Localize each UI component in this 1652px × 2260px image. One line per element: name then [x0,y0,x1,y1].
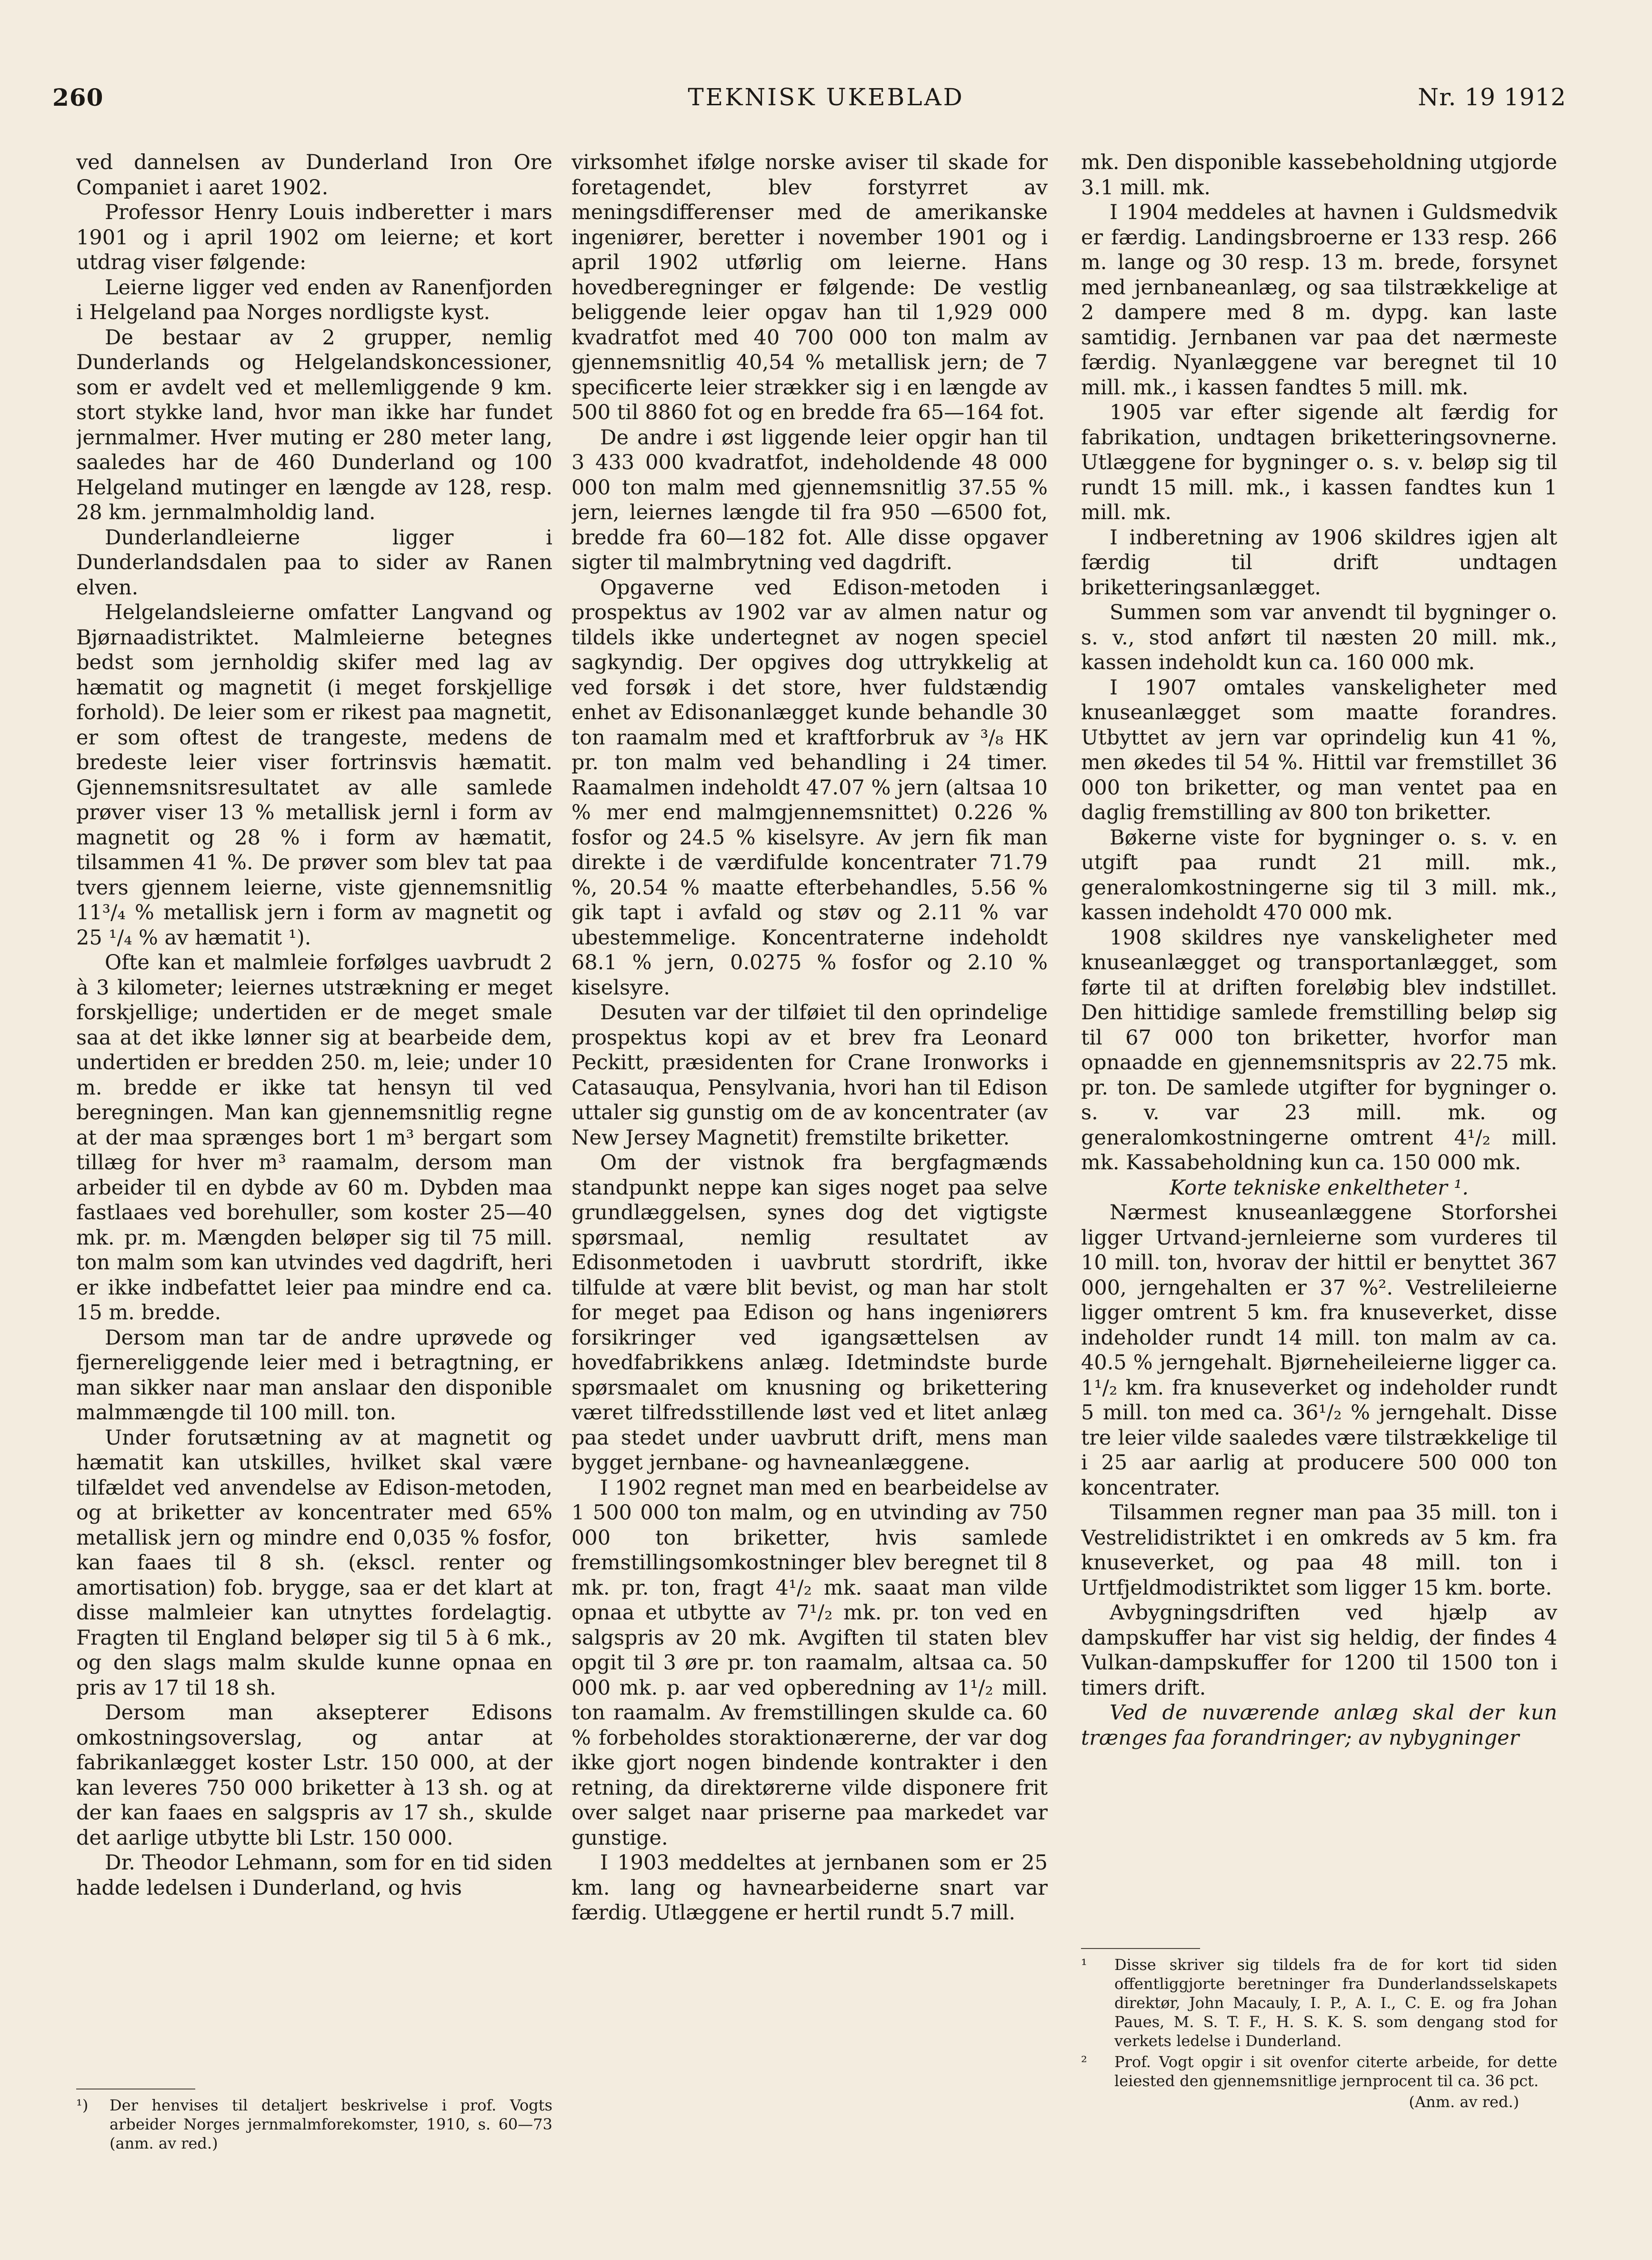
paragraph: I 1902 regnet man med en bearbeidelse av 1 500 000 ton malm, og en utvinding av 750 000 ton briketter, hvis samlede fremstillingsomkostninger blev beregnet til 8 mk. pr. ton, fragt 4¹/₂ mk. saaat man vilde opnaa et utbytte av 7¹/₂ mk. pr. ton ved en salgspris av 20 mk. Avgiften til staten blev opgit til 3 øre pr. ton raamalm, altsaa ca. 50 000 mk. p. aar ved opberedning av 1¹/₂ mill. ton raamalm. Av fremstillingen skulde ca. 60 % forbeholdes storaktionærerne, der var dog ikke gjort nogen bindende kontrakter i den retning, da direktørerne vilde disponere frit over salget naar priserne paa markedet var gunstige. [571,1476,1048,1850]
column-3-section-body [1081,1200,1557,1750]
paragraph: Dersom man tar de andre uprøvede og fjernereliggende leier med i betragtning, er man sikker naar man anslaar den disponible malmmængde til 100 mill. ton. [76,1326,552,1425]
footnote-text: Disse skriver sig tildels fra de for kort tid siden offentliggjorte beretninger fra Dunderlandsselskapets direktør, John Macauly, I. P., A. I., C. E. og fra Johan Paues, M. S. T. F., H. S. K. S. som dengang stod for verkets ledelse i Dunderland. [1114,1956,1557,2050]
paragraph: Dersom man aksepterer Edisons omkostningsoverslag, og antar at fabrikanlægget koster Lstr. 150 000, at der kan leveres 750 000 briketter à 13 sh. og at der kan faaes en salgspris av 17 sh., skulde det aarlige utbytte bli Lstr. 150 000. [76,1701,552,1850]
paragraph: mk. Den disponible kassebeholdning utgjorde 3.1 mill. mk. [1081,151,1557,200]
column-2 [571,150,1048,2141]
footnote [76,2096,552,2153]
column-3 [1081,150,1557,1950]
paragraph: Under forutsætning av at magnetit og hæmatit kan utskilles, hvilket skal være tilfældet ved anvendelse av Edison-metoden, og at briketter av koncentrater med 65% metallisk jern og mindre end 0,035 % fosfor, kan faaes til 8 sh. (ekscl. renter og amortisation) fob. brygge, saa er det klart at disse malmleier kan utnyttes fordelagtig. Fragten til England beløper sig til 5 à 6 mk., og den slags malm skulde kunne opnaa en pris av 17 til 18 sh. [76,1426,552,1700]
paragraph: Summen som var anvendt til bygninger o. s. v., stod anført til næsten 20 mill. mk., kassen indeholdt kun ca. 160 000 mk. [1081,601,1557,674]
paragraph: Desuten var der tilføiet til den oprindelige prospektus kopi av et brev fra Leonard Peckitt, præsidenten for Crane Ironworks i Catasauqua, Pensylvania, hvori han til Edison uttaler sig gunstig om de av koncentrater (av New Jersey Magnetit) fremstilte briketter. [571,1001,1048,1150]
paragraph: Opgaverne ved Edison-metoden i prospektus av 1902 var av almen natur og tildels ikke undertegnet av nogen speciel sagkyndig. Der opgives dog uttrykkelig at ved forsøk i det store, hver fuldstændig enhet av Edisonanlægget kunde behandle 30 ton raamalm med et kraftforbruk av ³/₈ HK pr. ton malm ved behandling i 24 timer. Raamalmen indeholdt 47.07 % jern (altsaa 10 % mer end malmgjennemsnittet) 0.226 % fosfor og 24.5 % kiselsyre. Av jern fik man direkte i de værdifulde koncentrater 71.79 %, 20.54 % maatte efterbehandles, 5.56 % gik tapt i avfald og støv og 2.11 % var ubestemmelige. Koncentraterne indeholdt 68.1 % jern, 0.0275 % fosfor og 2.10 % kiselsyre. [571,575,1048,1000]
paragraph: Bøkerne viste for bygninger o. s. v. en utgift paa rundt 21 mill. mk., generalomkostningerne sig til 3 mill. mk., kassen indeholdt 470 000 mk. [1081,825,1557,924]
paragraph: Ved de nuværende anlæg skal der kun trænges faa forandringer; av nybygninger [1081,1701,1557,1750]
paragraph: De bestaar av 2 grupper, nemlig Dunderlands og Helgelandskoncessioner, som er avdelt ved et mellemliggende 9 km. stort stykke land, hvor man ikke har fundet jernmalmer. Hver muting er 280 meter lang, saaledes har de 460 Dunderland og 100 Helgeland mutinger en længde av 128, resp. 28 km. jernmalmholdig land. [76,325,552,524]
footnote-divider-right [1081,1948,1200,1949]
page-number: 260 [52,83,104,111]
paragraph: Dunderlandleierne ligger i Dunderlandsdalen paa to sider av Ranen elven. [76,525,552,600]
footnote-marker: ² [1081,2053,1087,2071]
paragraph: Avbygningsdriften ved hjælp av dampskuffer har vist sig heldig, der findes 4 Vulkan-dampskuffer for 1200 til 1500 ton i timers drift. [1081,1601,1557,1700]
paragraph: Tilsammen regner man paa 35 mill. ton i Vestrelidistriktet i en omkreds av 5 km. fra knuseverket, og paa 48 mill. ton i Urtfjeldmodistriktet som ligger 15 km. borte. [1081,1501,1557,1600]
paragraph: Helgelandsleierne omfatter Langvand og Bjørnaadistriktet. Malmleierne betegnes bedst som jernholdig skifer med lag av hæmatit og magnetit (i meget forskjellige forhold). De leier som er rikest paa magnetit, er som oftest de trangeste, medens de bredeste leier viser fortrinsvis hæmatit. Gjennemsnitsresultatet av alle samlede prøver viser 13 % metallisk jernl i form av magnetit og 28 % i form av hæmatit, tilsammen 41 %. De prøver som blev tat paa tvers gjennem leierne, viste gjennemsnitlig 11³/₄ % metallisk jern i form av magnetit og 25 ¹/₄ % av hæmatit ¹). [76,601,552,950]
column-3-body [1081,150,1557,1175]
paragraph: Leierne ligger ved enden av Ranenfjorden i Helgeland paa Norges nordligste kyst. [76,275,552,324]
footnote [1081,1955,1557,2050]
paragraph: I 1903 meddeltes at jernbanen som er 25 km. lang og havnearbeiderne snart var færdig. Utlæggene er hertil rundt 5.7 mill. [571,1851,1048,1925]
footnotes-right [1081,1955,1557,2111]
paragraph: virksomhet ifølge norske aviser til skade for foretagendet, blev forstyrret av meningsdifferenser med de amerikanske ingeniører, beretter i november 1901 og i april 1902 utførlig om leierne. Hans hovedberegninger er følgende: De vestlig beliggende leier opgav han til 1,929 000 kvadratfot med 40 700 000 ton malm av gjennemsnitlig 40,54 % metallisk jern; de 7 specificerte leier strækker sig i en længde av 500 til 8860 fot og en bredde fra 65—164 fot. [571,151,1048,424]
paragraph: ved dannelsen av Dunderland Iron Ore Companiet i aaret 1902. [76,151,552,200]
editor-note: (Anm. av red.) [1409,2093,1519,2111]
paragraph: De andre i øst liggende leier opgir han til 3 433 000 kvadratfot, indeholdende 48 000 000 ton malm med gjennemsnitlig 37.55 % jern, leiernes længde til fra 950 —6500 fot, bredde fra 60—182 fot. Alle disse opgaver sigter til malmbrytning ved dagdrift. [571,425,1048,574]
footnote-text: Prof. Vogt opgir i sit ovenfor citerte arbeide, for dette leiested den gjennemsnitlige jernprocent til ca. 36 pct. [1114,2053,1557,2090]
footnote-text: Der henvises til detaljert beskrivelse i prof. Vogts arbeider Norges jernmalmforekomster, 1910, s. 60—73 (anm. av red.) [110,2096,552,2152]
column-1 [76,150,552,2122]
paragraph: I 1904 meddeles at havnen i Guldsmedvik er færdig. Landingsbroerne er 133 resp. 266 m. lange og 30 resp. 13 m. brede, forsynet med jernbaneanlæg, og saa tilstrækkelige at 2 dampere med 8 m. dypg. kan laste samtidig. Jernbanen var paa det nærmeste færdig. Nyanlæggene var beregnet til 10 mill. mk., i kassen fandtes 5 mill. mk. [1081,201,1557,400]
paragraph: Ofte kan et malmleie forfølges uavbrudt 2 à 3 kilometer; leiernes utstrækning er meget forskjellige; undertiden er de meget smale saa at det ikke lønner sig at bearbeide dem, undertiden er bredden 250. m, leie; under 10 m. bredde er ikke tat hensyn til ved beregningen. Man kan gjennemsnitlig regne at der maa sprænges bort 1 m³ bergart som tillæg for hver m³ raamalm, dersom man arbeider til en dybde av 60 m. Dybden maa fastlaaes ved borehuller, som koster 25—40 mk. pr. m. Mængden beløper sig til 75 mill. ton malm som kan utvindes ved dagdrift, heri er ikke indbefattet leier paa mindre end ca. 15 m. bredde. [76,951,552,1325]
paragraph: Professor Henry Louis indberetter i mars 1901 og i april 1902 om leierne; et kort utdrag viser følgende: [76,201,552,274]
footnote-marker: ¹ [1081,1956,1087,1974]
footnotes-left [76,2096,552,2155]
paragraph: I indberetning av 1906 skildres igjen alt færdig til drift undtagen briketteringsanlægget. [1081,525,1557,600]
footnote [1081,2052,1557,2090]
paragraph: 1908 skildres nye vanskeligheter med knuseanlægget og transportanlægget, som førte til at driften foreløbig blev indstillet. Den hittidige samlede fremstilling beløp sig til 67 000 ton briketter, hvorfor man opnaadde en gjennemsnitspris av 22.75 mk. pr. ton. De samlede utgifter for bygninger o. s. v. var 23 mill. mk. og generalomkostningerne omtrent 4¹/₂ mill. mk. Kassabeholdning kun ca. 150 000 mk. [1081,925,1557,1175]
paragraph: 1905 var efter sigende alt færdig for fabrikation, undtagen briketteringsovnerne. Utlæggene for bygninger o. s. v. beløp sig til rundt 15 mill. mk., i kassen fandtes kun 1 mill. mk. [1081,401,1557,524]
footnote-marker: ¹) [76,2096,89,2114]
issue-label: Nr. 19 1912 [1418,83,1566,111]
paragraph: I 1907 omtales vanskeligheter med knuseanlægget som maatte forandres. Utbyttet av jern var oprindelig kun 41 %, men økedes til 54 %. Hittil var fremstillet 36 000 ton briketter, og man ventet paa en daglig fremstilling av 800 ton briketter. [1081,675,1557,824]
paragraph: Om der vistnok fra bergfagmænds standpunkt neppe kan siges noget paa selve grundlæggelsen, synes dog det vigtigste spørsmaal, nemlig resultatet av Edisonmetoden i uavbrutt stordrift, ikke tilfulde at være blit bevist, og man har stolt for meget paa Edison og hans ingeniørers forsikringer ved igangsættelsen av hovedfabrikkens anlæg. Idetmindste burde spørsmaalet om knusning og brikettering været tilfredsstillende løst ved et litet anlæg paa stedet under uavbrutt drift, mens man bygget jernbane- og havneanlæggene. [571,1151,1048,1475]
section-heading: Korte tekniske enkeltheter ¹. [1170,1175,1469,1200]
paragraph: Dr. Theodor Lehmann, som for en tid siden hadde ledelsen i Dunderland, og hvis [76,1851,552,1900]
publication-title: TEKNISK UKEBLAD [688,83,964,111]
paragraph: Nærmest knuseanlæggene Storforshei ligger Urtvand-jernleierne som vurderes til 10 mill. ton, hvorav der hittil er benyttet 367 000, jerngehalten er 37 %². Vestrelileierne ligger omtrent 5 km. fra knuseverket, disse indeholder rundt 14 mill. ton malm av ca. 40.5 % jerngehalt. Bjørneheileierne ligger ca. 1¹/₂ km. fra knuseverket og indeholder rundt 5 mill. ton med ca. 36¹/₂ % jerngehalt. Disse tre leier vilde saaledes være tilstrækkelige til i 25 aar aarlig at producere 500 000 ton koncentrater. [1081,1201,1557,1500]
footnotes-right-items [1081,1955,1557,2090]
